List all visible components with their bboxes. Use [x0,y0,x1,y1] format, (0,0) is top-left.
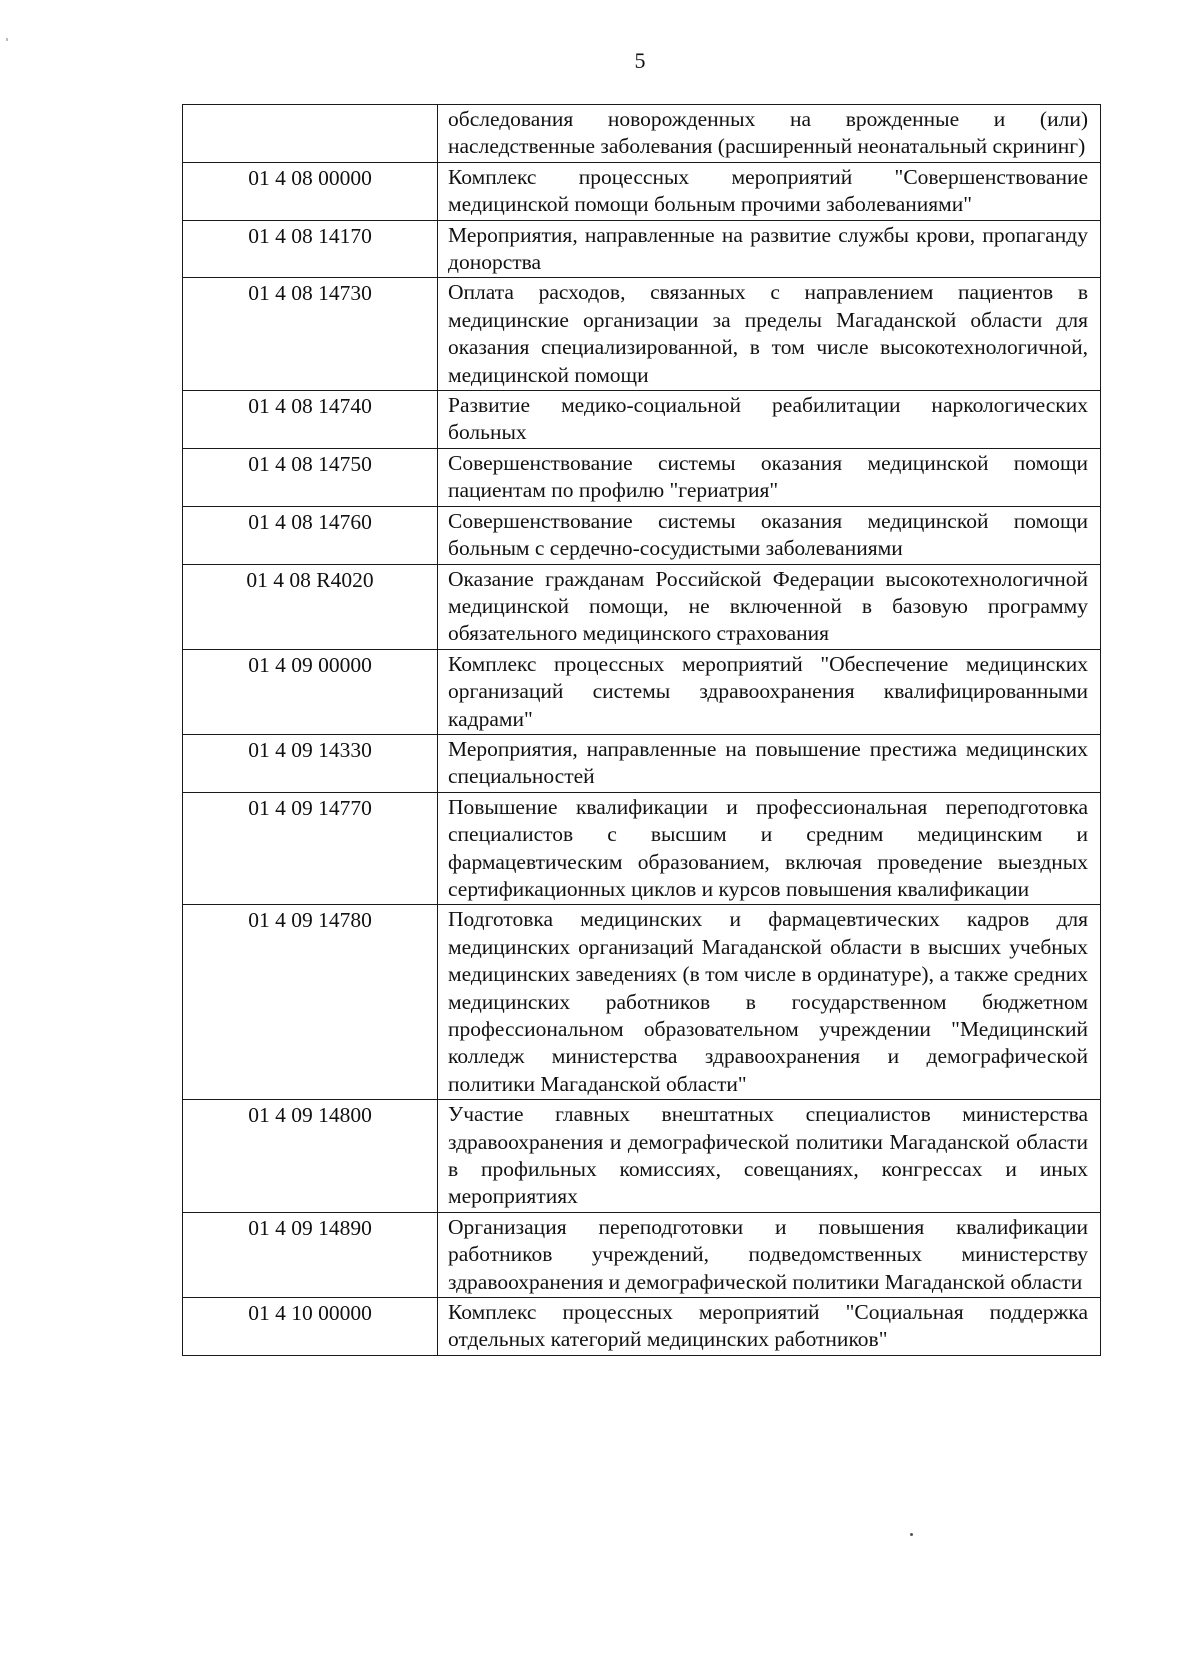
code-cell: 01 4 09 14780 [183,905,438,1100]
code-cell: 01 4 08 R4020 [183,564,438,649]
code-cell: 01 4 08 14740 [183,391,438,449]
description-cell: Участие главных внештатных специалистов министерства здравоохранения и демографической политики Магаданской области в профильных комиссиях, совещаниях, конгрессах и иных мероприятиях [438,1100,1101,1213]
table-row [183,1100,1101,1213]
code-cell: 01 4 09 14800 [183,1100,438,1213]
code-cell: 01 4 09 14890 [183,1212,438,1297]
table-row [183,162,1101,220]
scan-speck [910,1533,913,1536]
page-number: 5 [634,48,646,73]
budget-classification-table [182,104,1086,1356]
description-cell: Организация переподготовки и повышения квалификации работников учреждений, подведомственных министерству здравоохранения и демографической политики Магаданской области [438,1212,1101,1297]
table-row [183,649,1101,734]
description-cell: Оплата расходов, связанных с направлением пациентов в медицинские организации за пределы Магаданской области для оказания специализированной, в том числе высокотехнологичной, медицинской помощи [438,278,1101,391]
description-cell: Повышение квалификации и профессиональная переподготовка специалистов с высшим и средним медицинским и фармацевтическим образованием, включая проведение выездных сертификационных циклов и курсов повышения квалификации [438,792,1101,905]
table-row [183,734,1101,792]
description-cell: Мероприятия, направленные на повышение престижа медицинских специальностей [438,734,1101,792]
description-cell: обследования новорожденных на врожденные и (или) наследственные заболевания (расширенный неонатальный скрининг) [438,105,1101,163]
code-cell: 01 4 09 14770 [183,792,438,905]
table-row [183,792,1101,905]
code-cell: 01 4 08 14170 [183,220,438,278]
description-cell: Подготовка медицинских и фармацевтических кадров для медицинских организаций Магаданской области в высших учебных медицинских заведениях (в том числе в ординатуре), а также средних медицинских работников в государственном бюджетном профессиональном образовательном учреждении "Медицинский колледж министерства здравоохранения и демографической политики Магаданской области" [438,905,1101,1100]
code-cell: 01 4 08 00000 [183,162,438,220]
table-row [183,905,1101,1100]
table-row [183,1212,1101,1297]
description-cell: Совершенствование системы оказания медицинской помощи больным с сердечно-сосудистыми заболеваниями [438,506,1101,564]
table-row [183,220,1101,278]
description-cell: Комплекс процессных мероприятий "Совершенствование медицинской помощи больным прочими заболеваниями" [438,162,1101,220]
table-row [183,506,1101,564]
code-cell: 01 4 09 00000 [183,649,438,734]
table-row [183,564,1101,649]
description-cell: Оказание гражданам Российской Федерации высокотехнологичной медицинской помощи, не включенной в базовую программу обязательного медицинского страхования [438,564,1101,649]
description-cell: Развитие медико-социальной реабилитации наркологических больных [438,391,1101,449]
table-row [183,278,1101,391]
table-row [183,448,1101,506]
table-row [183,391,1101,449]
code-cell: 01 4 08 14760 [183,506,438,564]
description-cell: Мероприятия, направленные на развитие службы крови, пропаганду донорства [438,220,1101,278]
description-cell: Комплекс процессных мероприятий "Обеспечение медицинских организаций системы здравоохранения квалифицированными кадрами" [438,649,1101,734]
description-cell: Комплекс процессных мероприятий "Социальная поддержка отдельных категорий медицинских работников" [438,1298,1101,1356]
code-cell: 01 4 09 14330 [183,734,438,792]
description-cell: Совершенствование системы оказания медицинской помощи пациентам по профилю "гериатрия" [438,448,1101,506]
table-row [183,1298,1101,1356]
scan-mark [6,38,8,41]
code-cell [183,105,438,163]
code-cell: 01 4 08 14750 [183,448,438,506]
code-cell: 01 4 08 14730 [183,278,438,391]
code-cell: 01 4 10 00000 [183,1298,438,1356]
table-row [183,105,1101,163]
